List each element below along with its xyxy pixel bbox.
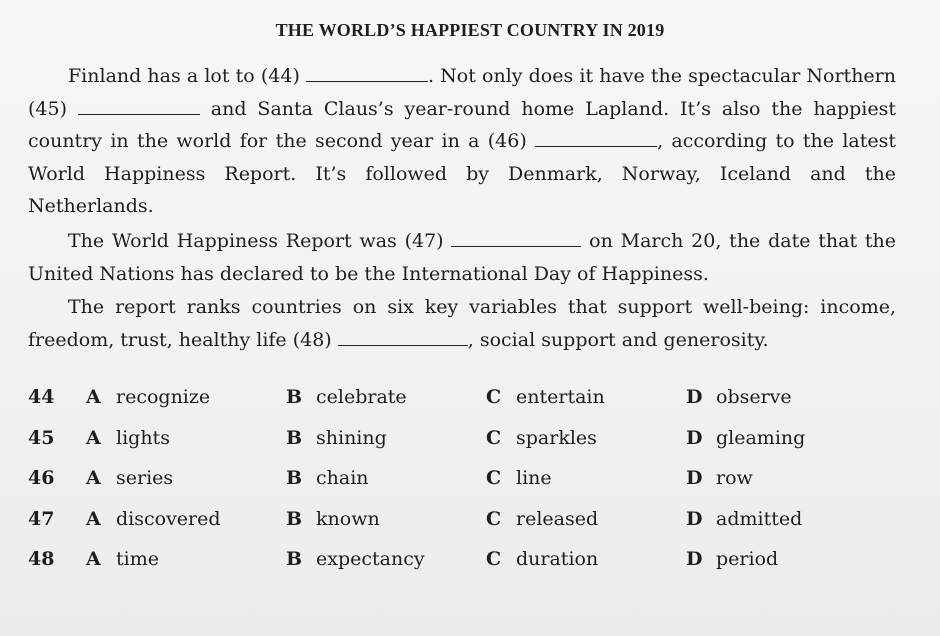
option-letter: C — [486, 467, 502, 489]
option-letter: D — [686, 386, 703, 408]
question-row — [28, 382, 898, 423]
question-row — [28, 463, 898, 504]
option-letter: B — [286, 386, 303, 408]
blank-48 — [338, 327, 468, 346]
page-title: THE WORLD’S HAPPIEST COUNTRY IN 2019 — [275, 20, 665, 40]
option-text: celebrate — [316, 386, 407, 408]
paragraph-text: , social support and generosity. — [467, 328, 769, 351]
paragraph-text: on March 20, the date that the United Nations has declared to be the International Day of Happiness. — [28, 230, 896, 285]
passage-paragraph-1 — [28, 60, 896, 223]
question-number: 45 — [28, 426, 55, 449]
paragraph-text: . Not only does it have the spectacular Northern (45) — [28, 65, 896, 120]
option-text: series — [116, 467, 174, 489]
option-text: shining — [316, 426, 387, 449]
option-text: period — [716, 548, 779, 570]
passage-paragraph-3 — [28, 291, 896, 356]
option-text: duration — [516, 548, 599, 570]
question-row — [28, 423, 898, 464]
question-number: 47 — [28, 507, 55, 530]
option-letter: C — [486, 426, 502, 449]
blank-47 — [451, 228, 581, 247]
question-number: 48 — [28, 548, 55, 570]
paragraph-text: and Santa Claus’s year-round home Lapland. It’s also the happiest country in the world for the second year in a (46) — [28, 97, 896, 152]
option-text: admitted — [716, 507, 803, 530]
option-text: row — [716, 467, 753, 489]
option-letter: C — [486, 548, 502, 570]
option-text: entertain — [516, 386, 605, 408]
paragraph-text: The report ranks countries on six key variables that support well-being: income, freedom, trust, healthy life (48) — [28, 296, 896, 351]
question-row — [28, 544, 898, 585]
option-text: released — [516, 507, 599, 530]
question-number: 46 — [28, 467, 55, 489]
option-letter: A — [86, 426, 101, 449]
paragraph-text: The World Happiness Report was (47) — [68, 230, 452, 252]
option-text: lights — [116, 426, 170, 449]
option-text: discovered — [116, 507, 221, 530]
option-letter: A — [86, 467, 101, 489]
option-letter: A — [86, 507, 101, 530]
option-letter: D — [686, 467, 703, 489]
option-text: time — [116, 548, 159, 570]
option-text: observe — [716, 386, 792, 408]
option-letter: B — [286, 467, 303, 489]
option-letter: D — [686, 548, 703, 570]
blank-46 — [535, 128, 657, 147]
option-text: known — [316, 507, 380, 530]
option-letter: D — [686, 507, 703, 530]
option-text: expectancy — [316, 548, 425, 570]
answer-options-table — [28, 382, 898, 585]
blank-44 — [306, 63, 428, 82]
option-letter: A — [86, 548, 101, 570]
option-letter: B — [286, 507, 303, 530]
option-text: recognize — [116, 386, 211, 408]
question-row — [28, 504, 898, 545]
question-number: 44 — [28, 386, 55, 408]
blank-45 — [78, 96, 200, 115]
passage-paragraph-2 — [28, 225, 896, 290]
option-letter: B — [286, 548, 303, 570]
option-text: sparkles — [516, 426, 597, 449]
option-text: chain — [316, 467, 369, 489]
option-text: gleaming — [716, 426, 806, 449]
paragraph-text: Finland has a lot to (44) — [68, 65, 306, 87]
option-letter: C — [486, 507, 502, 530]
option-text: line — [516, 467, 552, 489]
option-letter: D — [686, 426, 703, 449]
paragraph-text: , according to the latest World Happiness Report. It’s followed by Denmark, Norway, Iceland and the Netherlands. — [28, 130, 896, 217]
option-letter: C — [486, 386, 502, 408]
option-letter: A — [86, 386, 101, 408]
option-letter: B — [286, 426, 303, 449]
